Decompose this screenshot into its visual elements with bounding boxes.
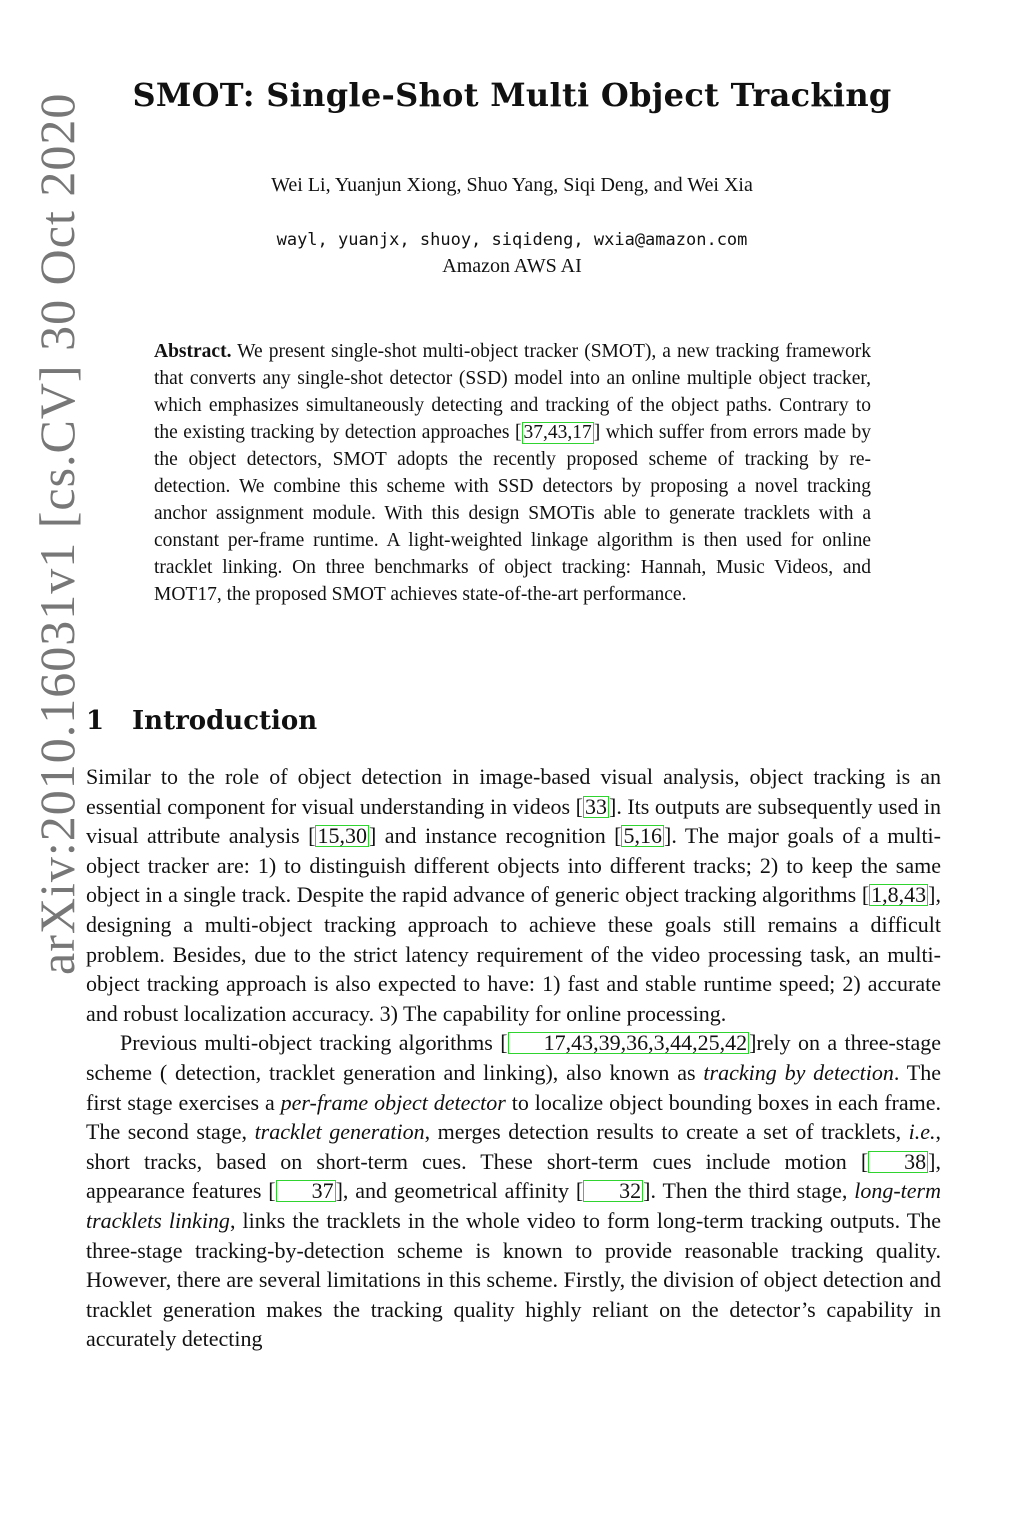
section-heading (86, 706, 317, 736)
author-emails: wayl, yuanjx, shuoy, siqideng, wxia@amazon.com (276, 230, 748, 250)
citation-link[interactable]: 33 (584, 793, 607, 819)
abstract-text: We present single-shot multi-object tracker (SMOT), a new tracking framework that converts any single-shot detector (SSD) model into an online multiple object tracker, which emphasizes simultaneously detecting and tracking of the object paths. Contrary to the existing tracking by detection approaches (154, 341, 871, 443)
citation-link[interactable]: 37 (276, 1180, 336, 1202)
citation-link[interactable]: 38 (868, 1151, 928, 1173)
abstract-text: which suffer from errors made by the object detectors, SMOT adopts the recently proposed scheme of tracking by re-detection. We combine this scheme with SSD detectors by proposing a novel tracking anchor assignment module. With this design SMOTis able to generate tracklets with a constant per-frame runtime. A light-weighted linkage algorithm is then used for online tracklet linking. On three benchmarks of object tracking: Hannah, Music Videos, and MOT17, the proposed SMOT achieves state-of-the-art performance. (154, 422, 871, 605)
author-list: Wei Li, Yuanjun Xiong, Shuo Yang, Siqi Deng, and Wei Xia (271, 174, 753, 196)
affiliation: Amazon AWS AI (442, 255, 582, 277)
citation-link[interactable]: 37,43,17 (523, 422, 592, 443)
citation-link[interactable]: 5,16 (623, 823, 662, 849)
section-number: 1 (86, 706, 105, 736)
citation-link[interactable]: 32 (583, 1180, 643, 1202)
citation-link[interactable]: 17,43,39,36,3,44,25,42 (508, 1032, 750, 1054)
abstract-label: Abstract. (154, 341, 232, 362)
citation-link[interactable]: 1,8,43 (871, 882, 927, 908)
arxiv-side-stamp: arXiv:2010.16031v1 [cs.CV] 30 Oct 2020 (29, 92, 85, 975)
paper-title: SMOT: Single-Shot Multi Object Tracking (132, 76, 892, 114)
paragraph: Similar to the role of object detection in image-based visual analysis, object tracking is an essential component for visual understanding in videos [33]. Its outputs are subsequently used in visual attribute analysis [15,30] and instance recognition [5,16]. The major goals of a multi-object tracker are: 1) to distinguish different objects into different tracks; 2) to keep the same object in a single track. Despite the rapid advance of generic object tracking algorithms [1,8,43], designing a multi-object tracking approach to achieve these goals still remains a difficult problem. Besides, due to the strict latency requirement of the video processing task, an multi-object tracking approach is also expected to have: 1) fast and stable runtime speed; 2) accurate and robust localization accuracy. 3) The capability for online processing. (86, 764, 941, 1026)
paragraph: Previous multi-object tracking algorithms [ 17,43,39,36,3,44,25,42]rely on a three-stage scheme ( detection, tracklet generation and linking), also known as tracking by detection. The first stage exercises a per-frame object detector to localize object bounding boxes in each frame. The second stage, tracklet generation, merges detection results to create a set of tracklets, i.e., short tracks, based on short-term cues. These short-term cues include motion [ 38], appearance features [ 37], and geometrical affinity [ 32]. Then the third stage, long-term tracklets linking, links the tracklets in the whole video to form long-term tracking outputs. The three-stage tracking-by-detection scheme is known to provide reasonable tracking quality. However, there are several limitations in this scheme. Firstly, the division of object detection and tracklet generation makes the tracking quality highly reliant on the detector’s capability in accurately detecting (86, 1030, 942, 1352)
abstract: Abstract. We present single-shot multi-object tracker (SMOT), a new tracking framework that converts any single-shot detector (SSD) model into an online multiple object tracker, which emphasizes simultaneously detecting and tracking of the object paths. Contrary to the existing tracking by detection approaches [ 37,43,17 ] which suffer from errors made by the object detectors, SMOT adopts the recently proposed scheme of tracking by re-detection. We combine this scheme with SSD detectors by proposing a novel tracking anchor assignment module. With this design SMOTis able to generate tracklets with a constant per-frame runtime. A light-weighted linkage algorithm is then used for online tracklet linking. On three benchmarks of object tracking: Hannah, Music Videos, and MOT17, the proposed SMOT achieves state-of-the-art performance. (154, 341, 871, 605)
citation-link[interactable]: 15,30 (317, 823, 367, 849)
body-text (86, 762, 941, 1354)
section-title: Introduction (132, 706, 318, 736)
